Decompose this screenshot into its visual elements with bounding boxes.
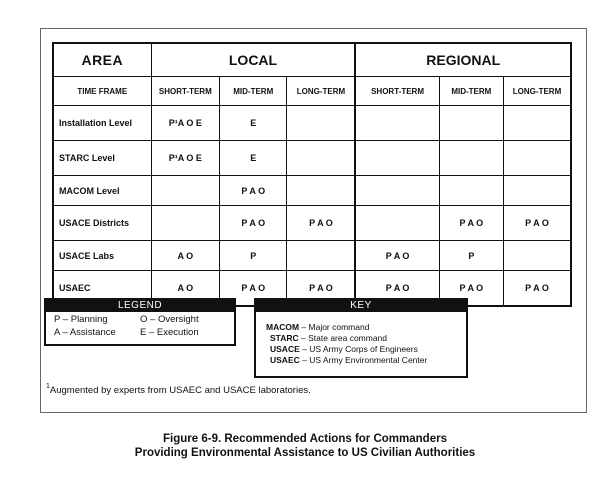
figure-caption <box>0 432 610 460</box>
table-cell <box>504 141 571 176</box>
time-frame-regional-long: LONG-TERM <box>504 77 571 106</box>
key-item <box>266 355 466 366</box>
legend-item: O – Oversight <box>140 314 199 325</box>
time-frame-local-long: LONG-TERM <box>287 77 355 106</box>
row-label: USAEC <box>53 271 151 307</box>
caption-line: Figure 6-9. Recommended Actions for Commanders <box>163 433 447 445</box>
key-item <box>266 344 466 355</box>
table-cell <box>287 106 355 141</box>
table-cell: P A O <box>287 271 355 307</box>
regional-header: REGIONAL <box>355 43 571 77</box>
table-cell: P A O <box>504 206 571 241</box>
legend-item: E – Execution <box>140 327 199 338</box>
table-cell <box>504 176 571 206</box>
row-label: Installation Level <box>53 106 151 141</box>
row-label: STARC Level <box>53 141 151 176</box>
key-item <box>266 333 466 344</box>
table-cell <box>151 206 219 241</box>
key-abbr: MACOM <box>266 322 300 332</box>
time-frame-regional-short: SHORT-TERM <box>355 77 439 106</box>
footnote-text: Augmented by experts from USAEC and USACE laboratories. <box>49 385 311 396</box>
table-row <box>53 176 571 206</box>
table-row <box>53 141 571 176</box>
row-label: USACE Districts <box>53 206 151 241</box>
row-label: MACOM Level <box>53 176 151 206</box>
key-abbr: USACE <box>270 344 300 354</box>
key-item <box>266 322 466 333</box>
table-cell: E <box>220 141 287 176</box>
time-frame-regional-mid: MID-TERM <box>439 77 503 106</box>
table-cell: P A O <box>220 206 287 241</box>
key-abbr: USAEC <box>270 355 300 365</box>
table-cell: P A O <box>439 206 503 241</box>
table-cell <box>439 141 503 176</box>
key-desc: – State area command <box>298 333 388 343</box>
table-cell: A O <box>151 271 219 307</box>
recommended-actions-table <box>52 42 572 307</box>
table-row <box>53 241 571 271</box>
table-cell <box>504 106 571 141</box>
table-cell <box>151 176 219 206</box>
key-abbr: STARC <box>270 333 299 343</box>
table-cell <box>287 241 355 271</box>
table-cell <box>287 141 355 176</box>
legend-title: LEGEND <box>46 300 234 312</box>
table-cell <box>287 176 355 206</box>
table-cell: A O <box>151 241 219 271</box>
table-cell: P A O <box>220 271 287 307</box>
table-cell: P¹A O E <box>151 106 219 141</box>
key-desc: – US Army Corps of Engineers <box>299 344 418 354</box>
key-title: KEY <box>256 300 466 312</box>
time-frame-local-short: SHORT-TERM <box>151 77 219 106</box>
legend-box <box>44 298 236 346</box>
legend-item: P – Planning <box>54 314 108 325</box>
table-cell <box>439 106 503 141</box>
area-header: AREA <box>53 43 151 77</box>
key-desc: – US Army Environmental Center <box>299 355 428 365</box>
legend-item: A – Assistance <box>54 327 116 338</box>
table-cell: P A O <box>504 271 571 307</box>
table-cell: P A O <box>355 241 439 271</box>
local-header: LOCAL <box>151 43 355 77</box>
table-cell <box>439 176 503 206</box>
row-label: USACE Labs <box>53 241 151 271</box>
table-row <box>53 106 571 141</box>
caption-line: Providing Environmental Assistance to US Civilian Authorities <box>134 447 476 459</box>
time-frame-local-mid: MID-TERM <box>220 77 287 106</box>
key-box <box>254 298 468 378</box>
table-cell: P <box>439 241 503 271</box>
table-cell: P A O <box>355 271 439 307</box>
table-cell: P A O <box>287 206 355 241</box>
table-cell <box>355 206 439 241</box>
key-desc: – Major command <box>299 322 370 332</box>
table-cell: P A O <box>439 271 503 307</box>
table-cell: E <box>220 106 287 141</box>
table-row <box>53 206 571 241</box>
table-cell <box>355 141 439 176</box>
table-cell: P A O <box>220 176 287 206</box>
table-cell: P <box>220 241 287 271</box>
table-cell <box>355 106 439 141</box>
footnote <box>46 383 311 396</box>
footnote-marker: 1 <box>46 383 50 390</box>
table-cell <box>504 241 571 271</box>
table-cell <box>355 176 439 206</box>
time-frame-label: TIME FRAME <box>53 77 151 106</box>
table-cell: P¹A O E <box>151 141 219 176</box>
